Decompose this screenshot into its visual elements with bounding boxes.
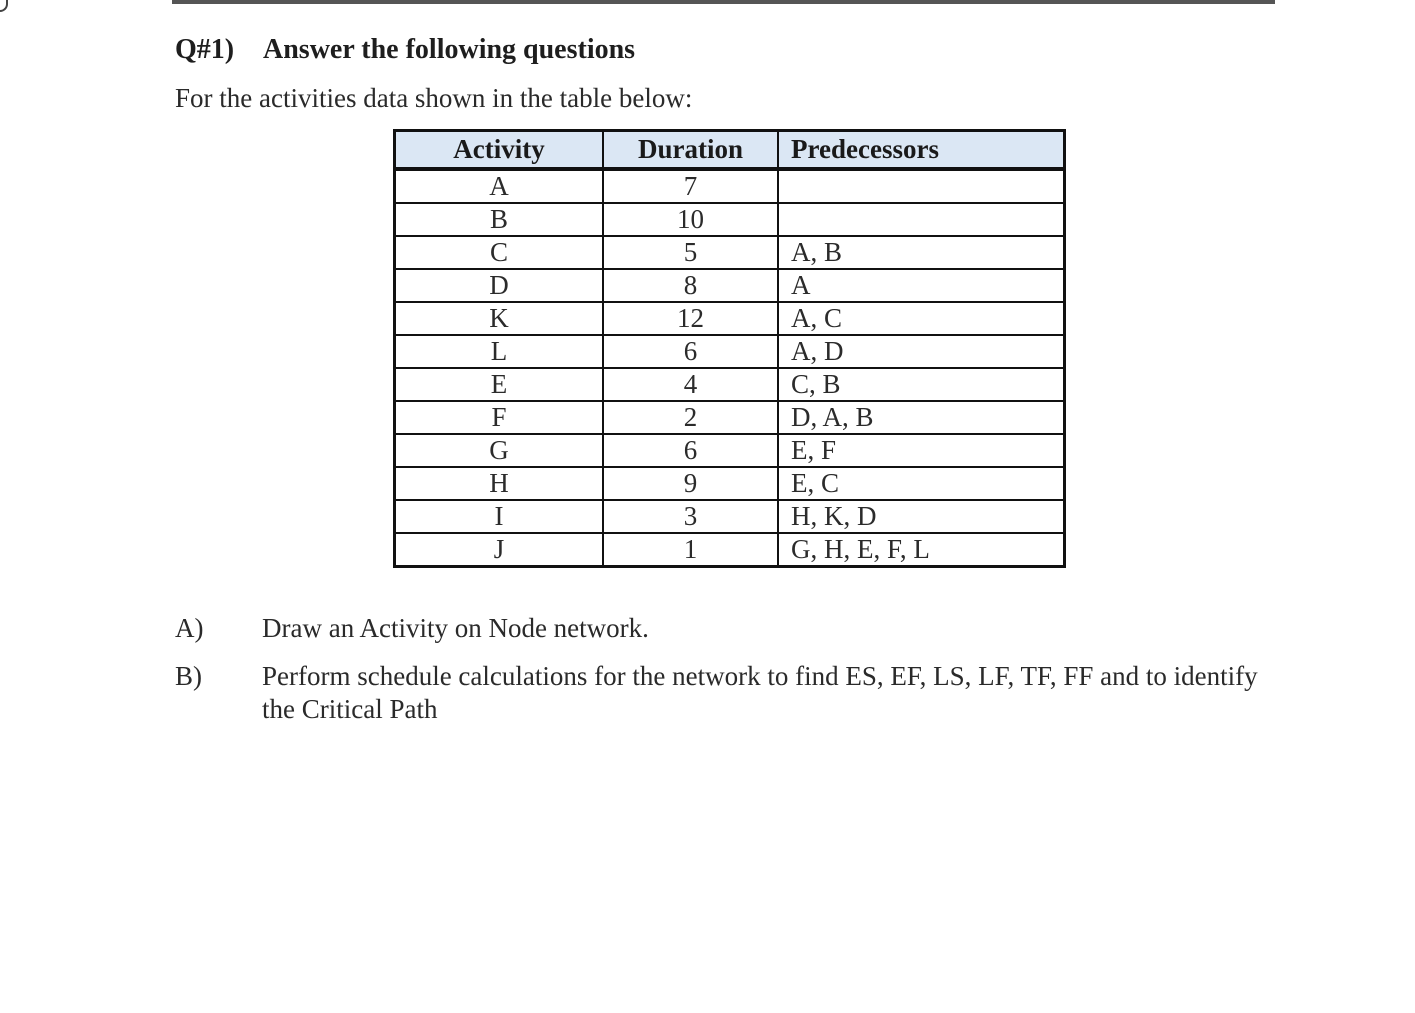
cell-predecessors: E, F [778, 434, 1065, 467]
header-activity: Activity [395, 131, 604, 170]
cell-duration: 8 [603, 269, 778, 302]
corner-mark [0, 0, 8, 12]
cell-activity: B [395, 203, 604, 236]
cell-activity: H [395, 467, 604, 500]
table-row [395, 169, 1065, 203]
cell-predecessors: A [778, 269, 1065, 302]
table-row [395, 269, 1065, 302]
question-number: Q#1) [175, 34, 235, 65]
cell-predecessors: C, B [778, 368, 1065, 401]
cell-activity: J [395, 533, 604, 567]
cell-activity: L [395, 335, 604, 368]
cell-duration: 6 [603, 434, 778, 467]
cell-predecessors [778, 203, 1065, 236]
part-b-text: Perform schedule calculations for the network to find ES, EF, LS, LF, TF, FF and to identify the Critical Path [262, 661, 1258, 724]
cell-predecessors: G, H, E, F, L [778, 533, 1065, 567]
table-row [395, 434, 1065, 467]
cell-predecessors [778, 169, 1065, 203]
question-heading [175, 34, 635, 66]
cell-predecessors: A, D [778, 335, 1065, 368]
activity-table [393, 129, 1066, 568]
cell-duration: 7 [603, 169, 778, 203]
cell-activity: I [395, 500, 604, 533]
question-part-a [175, 612, 1275, 646]
table-row [395, 467, 1065, 500]
cell-duration: 9 [603, 467, 778, 500]
question-part-b [175, 660, 1275, 730]
part-a-label: A) [175, 613, 204, 643]
cell-predecessors: E, C [778, 467, 1065, 500]
table-row [395, 236, 1065, 269]
cell-duration: 1 [603, 533, 778, 567]
header-duration: Duration [603, 131, 778, 170]
cell-duration: 3 [603, 500, 778, 533]
header-predecessors: Predecessors [778, 131, 1065, 170]
cell-predecessors: H, K, D [778, 500, 1065, 533]
table-row [395, 368, 1065, 401]
part-a-text: Draw an Activity on Node network. [262, 613, 649, 643]
table-row [395, 500, 1065, 533]
intro-text: For the activities data shown in the table below: [175, 83, 693, 113]
part-b-label: B) [175, 661, 202, 691]
question-title: Answer the following questions [263, 34, 636, 65]
table-row [395, 335, 1065, 368]
table-header-row [395, 131, 1065, 170]
cell-activity: K [395, 302, 604, 335]
cell-duration: 2 [603, 401, 778, 434]
cell-predecessors: D, A, B [778, 401, 1065, 434]
cell-duration: 6 [603, 335, 778, 368]
cell-duration: 4 [603, 368, 778, 401]
table-row [395, 533, 1065, 567]
cell-activity: E [395, 368, 604, 401]
cell-duration: 5 [603, 236, 778, 269]
table-row [395, 302, 1065, 335]
cell-duration: 12 [603, 302, 778, 335]
cell-activity: G [395, 434, 604, 467]
cell-activity: D [395, 269, 604, 302]
top-rule [172, 0, 1275, 4]
cell-predecessors: A, B [778, 236, 1065, 269]
cell-activity: F [395, 401, 604, 434]
cell-activity: C [395, 236, 604, 269]
cell-predecessors: A, C [778, 302, 1065, 335]
table-row [395, 203, 1065, 236]
cell-duration: 10 [603, 203, 778, 236]
table-row [395, 401, 1065, 434]
cell-activity: A [395, 169, 604, 203]
